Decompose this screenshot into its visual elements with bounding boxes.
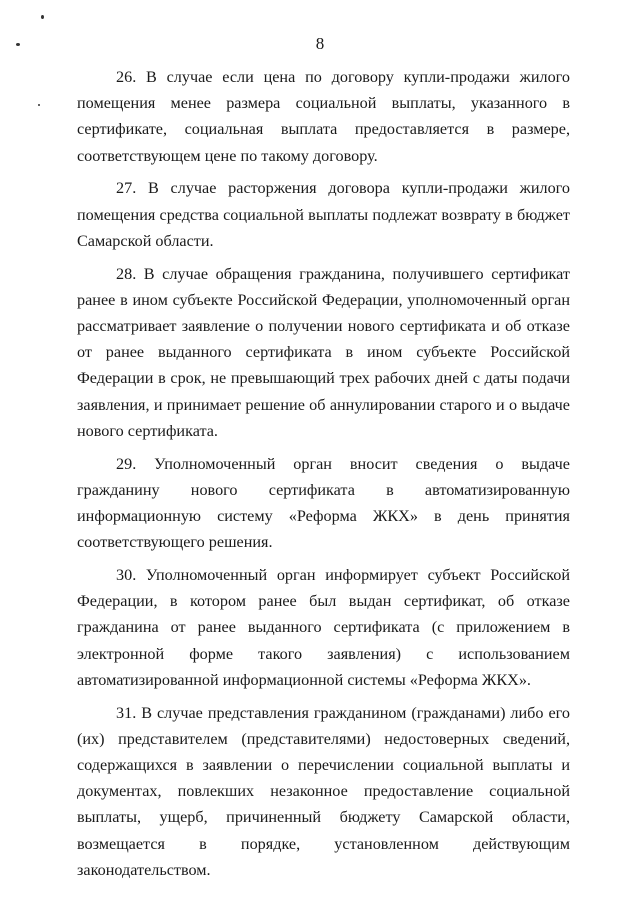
paragraph-28: 28. В случае обращения гражданина, получившего сертификат ранее в ином субъекте Российской Федерации, уполномоченный орган рассматривает заявление о получении нового сертификата и об отказе от ранее выданного сертификата в ином субъекте Российской Федерации в срок, не превышающий трех рабочих дней с даты подачи заявления, и принимает решение об аннулировании старого и о выдаче нового сертификата.: [77, 264, 570, 440]
scan-mark: [38, 104, 40, 106]
paragraph-31: 31. В случае представления гражданином (гражданами) либо его (их) представителем (представителями) недостоверных сведений, содержащихся в заявлении о перечислении социальной выплаты и документах, повлекших незаконное предоставление социальной выплаты, ущерб, причиненный бюджету Самарской области, возмещается в порядке, установленном действующим законодательством.: [77, 703, 570, 879]
paragraph-27: 27. В случае расторжения договора купли-продажи жилого помещения средства социальной выплаты подлежат возврату в бюджет Самарской области.: [77, 179, 570, 250]
scan-mark: [41, 15, 44, 19]
page-number: 8: [315, 34, 325, 53]
paragraph-26: 26. В случае если цена по договору купли-продажи жилого помещения менее размера социальной выплаты, указанного в сертификате, социальная выплата предоставляется в размере, соответствующем цене по такому договору.: [77, 68, 570, 165]
paragraph-30: 30. Уполномоченный орган информирует субъект Российской Федерации, в котором ранее был выдан сертификат, об отказе гражданина от ранее выданного сертификата (с приложением в электронной форме такого заявления) с использованием автоматизированной информационной системы «Реформа ЖКХ».: [77, 566, 570, 689]
paragraph-29: 29. Уполномоченный орган вносит сведения о выдаче гражданину нового сертификата в автоматизированную информационную систему «Реформа ЖКХ» в день принятия соответствующего решения.: [77, 454, 570, 552]
document-body: [77, 64, 570, 890]
